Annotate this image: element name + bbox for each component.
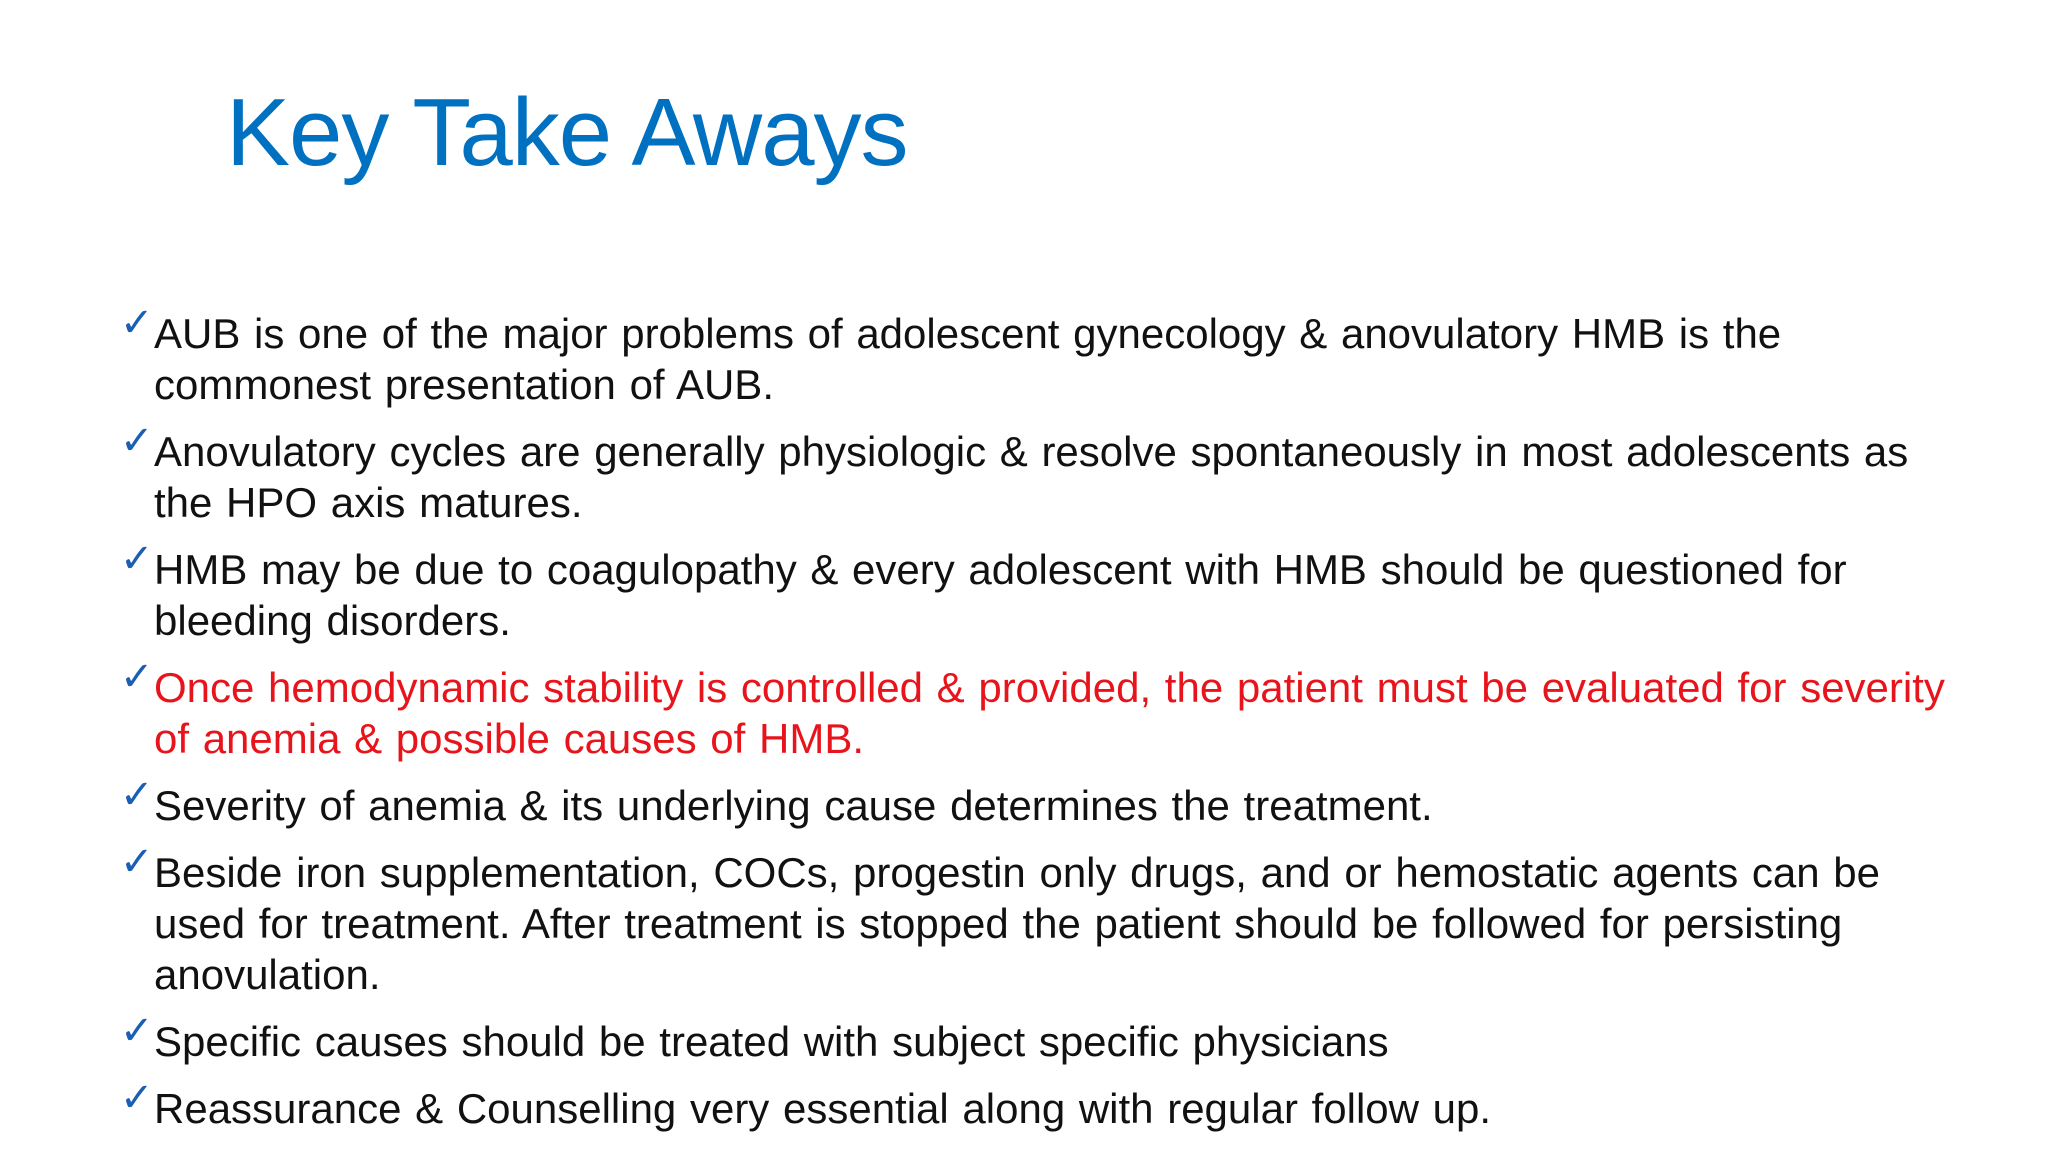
checkmark-icon: ✓ [120,839,154,885]
bullet-text: Anovulatory cycles are generally physiologic & resolve spontaneously in most adolescents as the HPO axis matures. [154,428,1909,526]
bullet-text: Reassurance & Counselling very essential along with regular follow up. [154,1085,1492,1132]
checkmark-icon: ✓ [120,1075,154,1121]
checkmark-icon: ✓ [120,418,154,464]
bullet-text: Beside iron supplementation, COCs, progestin only drugs, and or hemostatic agents can be used for treatment. After treatment is stopped the patient should be followed for persisting anovulation. [154,849,1880,998]
checkmark-icon: ✓ [120,300,154,346]
checkmark-icon: ✓ [120,1008,154,1054]
bullet-item [120,536,1980,646]
bullet-item [120,300,1980,410]
bullet-list [120,300,1980,1150]
bullet-text: HMB may be due to coagulopathy & every adolescent with HMB should be questioned for bleeding disorders. [154,546,1847,644]
bullet-item [120,1075,1980,1134]
bullet-text: AUB is one of the major problems of adolescent gynecology & anovulatory HMB is the commonest presentation of AUB. [154,310,1782,408]
slide-title: Key Take Aways [226,79,908,186]
bullet-item [120,1008,1980,1067]
bullet-text: Severity of anemia & its underlying cause determines the treatment. [154,782,1433,829]
checkmark-icon: ✓ [120,654,154,700]
bullet-item [120,418,1980,528]
checkmark-icon: ✓ [120,772,154,818]
bullet-item [120,839,1980,1000]
bullet-text: Once hemodynamic stability is controlled & provided, the patient must be evaluated for severity of anemia & possible causes of HMB. [154,664,1945,762]
bullet-item-highlighted [120,654,1980,764]
checkmark-icon: ✓ [120,536,154,582]
bullet-item [120,772,1980,831]
bullet-text: Specific causes should be treated with subject specific physicians [154,1018,1389,1065]
